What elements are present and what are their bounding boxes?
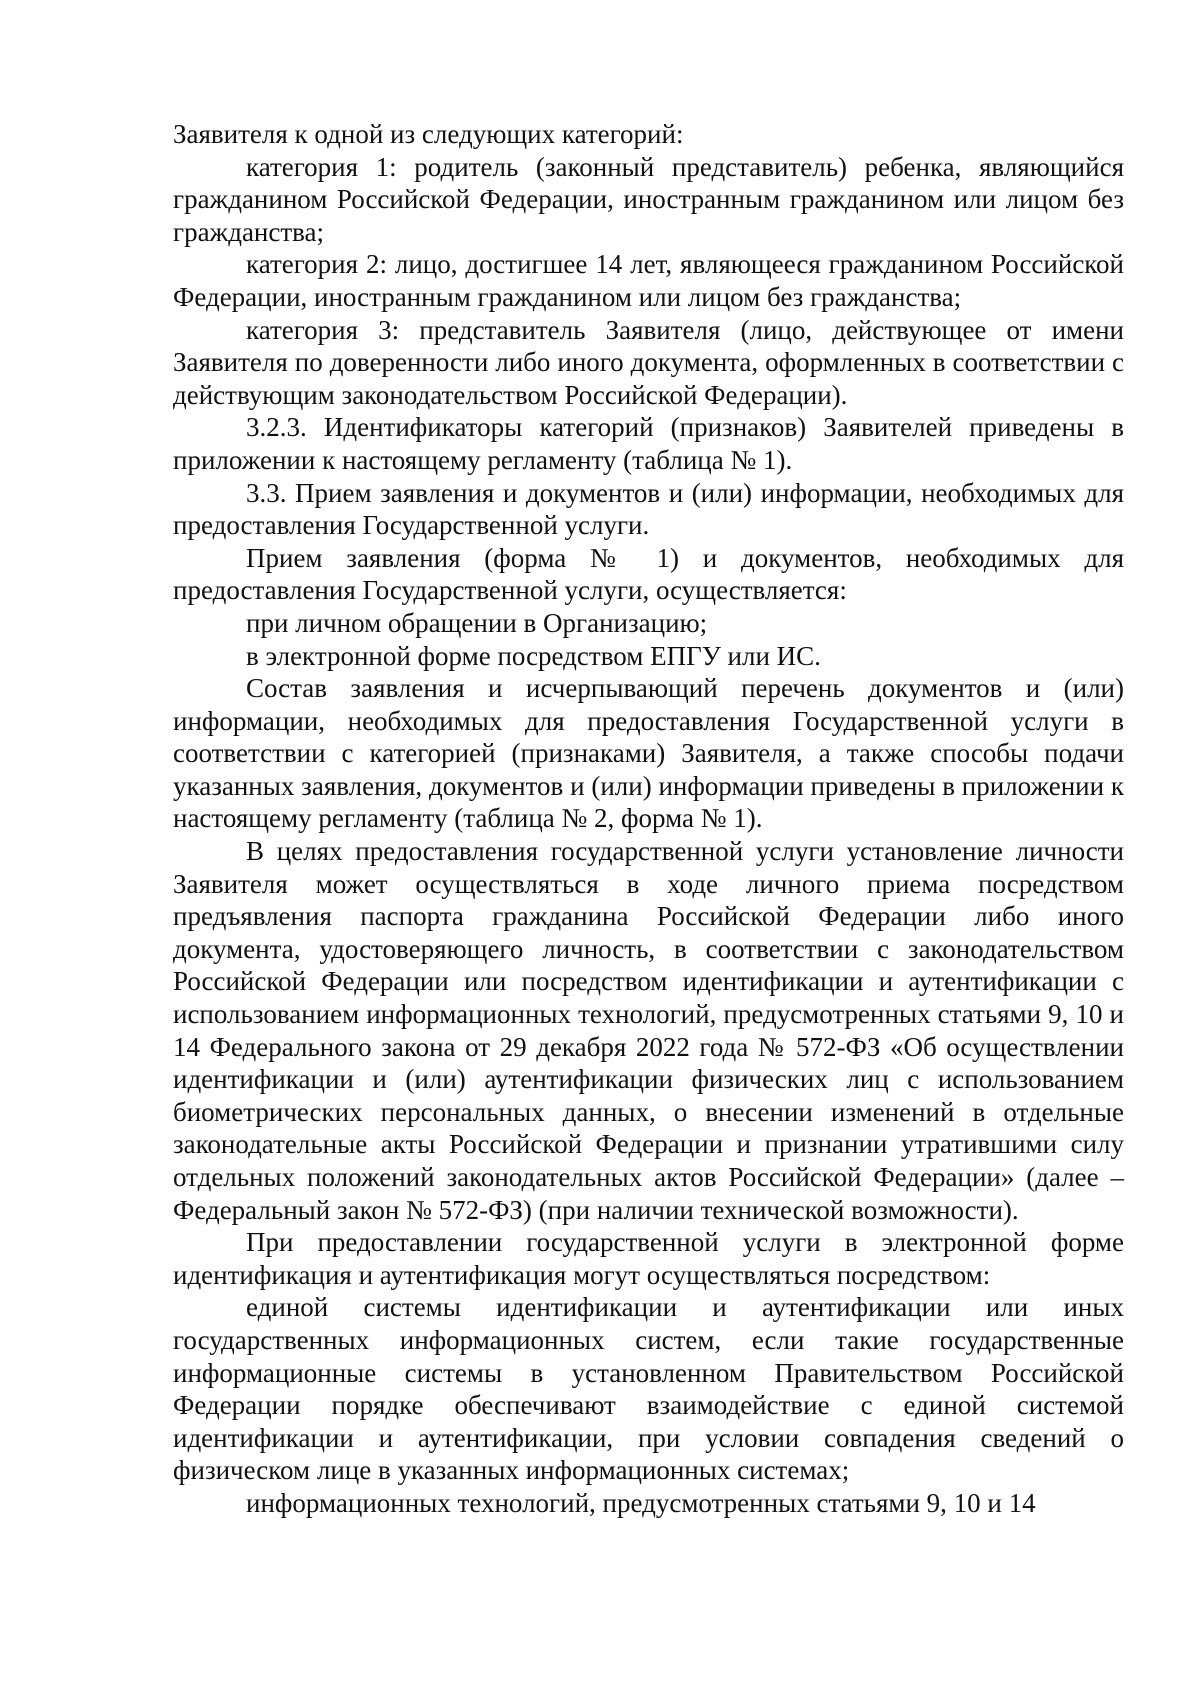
paragraph-intake-electronic: в электронной форме посредством ЕПГУ или ИС. [246, 640, 821, 671]
paragraph-applicant-categories-intro: Заявителя к одной из следующих категорий: [173, 119, 684, 149]
paragraph-intake-in-person: при личном обращении в Организацию; [246, 607, 708, 638]
document-body [173, 118, 1124, 1520]
paragraph-identity-verification: В целях предоставления государственной услуги установление личности Заявителя может осуществляться в ходе личного приема посредством предъявления паспорта гражданина Российской Федерации либо иного документа, удостоверяющего личность, в соответствии с законодательством Российской Федерации или посредством идентификации и аутентификации с использованием информационных технологий, предусмотренных статьями 9, 10 и 14 Федерального закона от 29 декабря 2022 года № 572-ФЗ «Об осуществлении идентификации и (или) аутентификации физических лиц с использованием биометрических персональных данных, о внесении изменений в отдельные законодательные акты Российской Федерации и признании утратившими силу отдельных положений законодательных актов Российской Федерации» (далее – Федеральный закон № 572-ФЗ) (при наличии технической возможности). [173, 836, 1124, 1225]
paragraph-category-2: категория 2: лицо, достигшее 14 лет, являющееся гражданином Российской Федерации, иностранным гражданином или лицом без гражданства; [173, 249, 1124, 312]
paragraph-section-3-2-3: 3.2.3. Идентификаторы категорий (признаков) Заявителей приведены в приложении к настоящему регламенту (таблица № 1). [173, 412, 1124, 475]
paragraph-information-technologies: информационных технологий, предусмотренных статьями 9, 10 и 14 [246, 1487, 1036, 1518]
paragraph-category-1: категория 1: родитель (законный представитель) ребенка, являющийся гражданином Российской Федерации, иностранным гражданином или лицом без гражданства; [173, 151, 1124, 247]
paragraph-esia: единой системы идентификации и аутентификации или иных государственных информационных систем, если такие государственные информационные системы в установленном Правительством Российской Федерации порядке обеспечивают взаимодействие с единой системой идентификации и аутентификации, при условии совпадения сведений о физическом лице в указанных информационных системах; [173, 1292, 1124, 1486]
paragraph-section-3-3: 3.3. Прием заявления и документов и (или) информации, необходимых для предоставления Государственной услуги. [173, 477, 1124, 541]
paragraph-application-intake: Прием заявления (форма № 1) и документов, необходимых для предоставления Государственной услуги, осуществляется: [173, 542, 1124, 606]
paragraph-electronic-identification: При предоставлении государственной услуги в электронной форме идентификация и аутентификация могут осуществляться посредством: [173, 1227, 1124, 1290]
paragraph-category-3: категория 3: представитель Заявителя (лицо, действующее от имени Заявителя по доверенности либо иного документа, оформленных в соответствии с действующим законодательством Российской Федерации). [173, 314, 1124, 410]
paragraph-documents-list: Состав заявления и исчерпывающий перечень документов и (или) информации, необходимых для предоставления Государственной услуги в соответствии с категорией (признаками) Заявителя, а также способы подачи указанных заявления, документов и (или) информации приведены в приложении к настоящему регламенту (таблица № 2, форма № 1). [173, 673, 1124, 834]
